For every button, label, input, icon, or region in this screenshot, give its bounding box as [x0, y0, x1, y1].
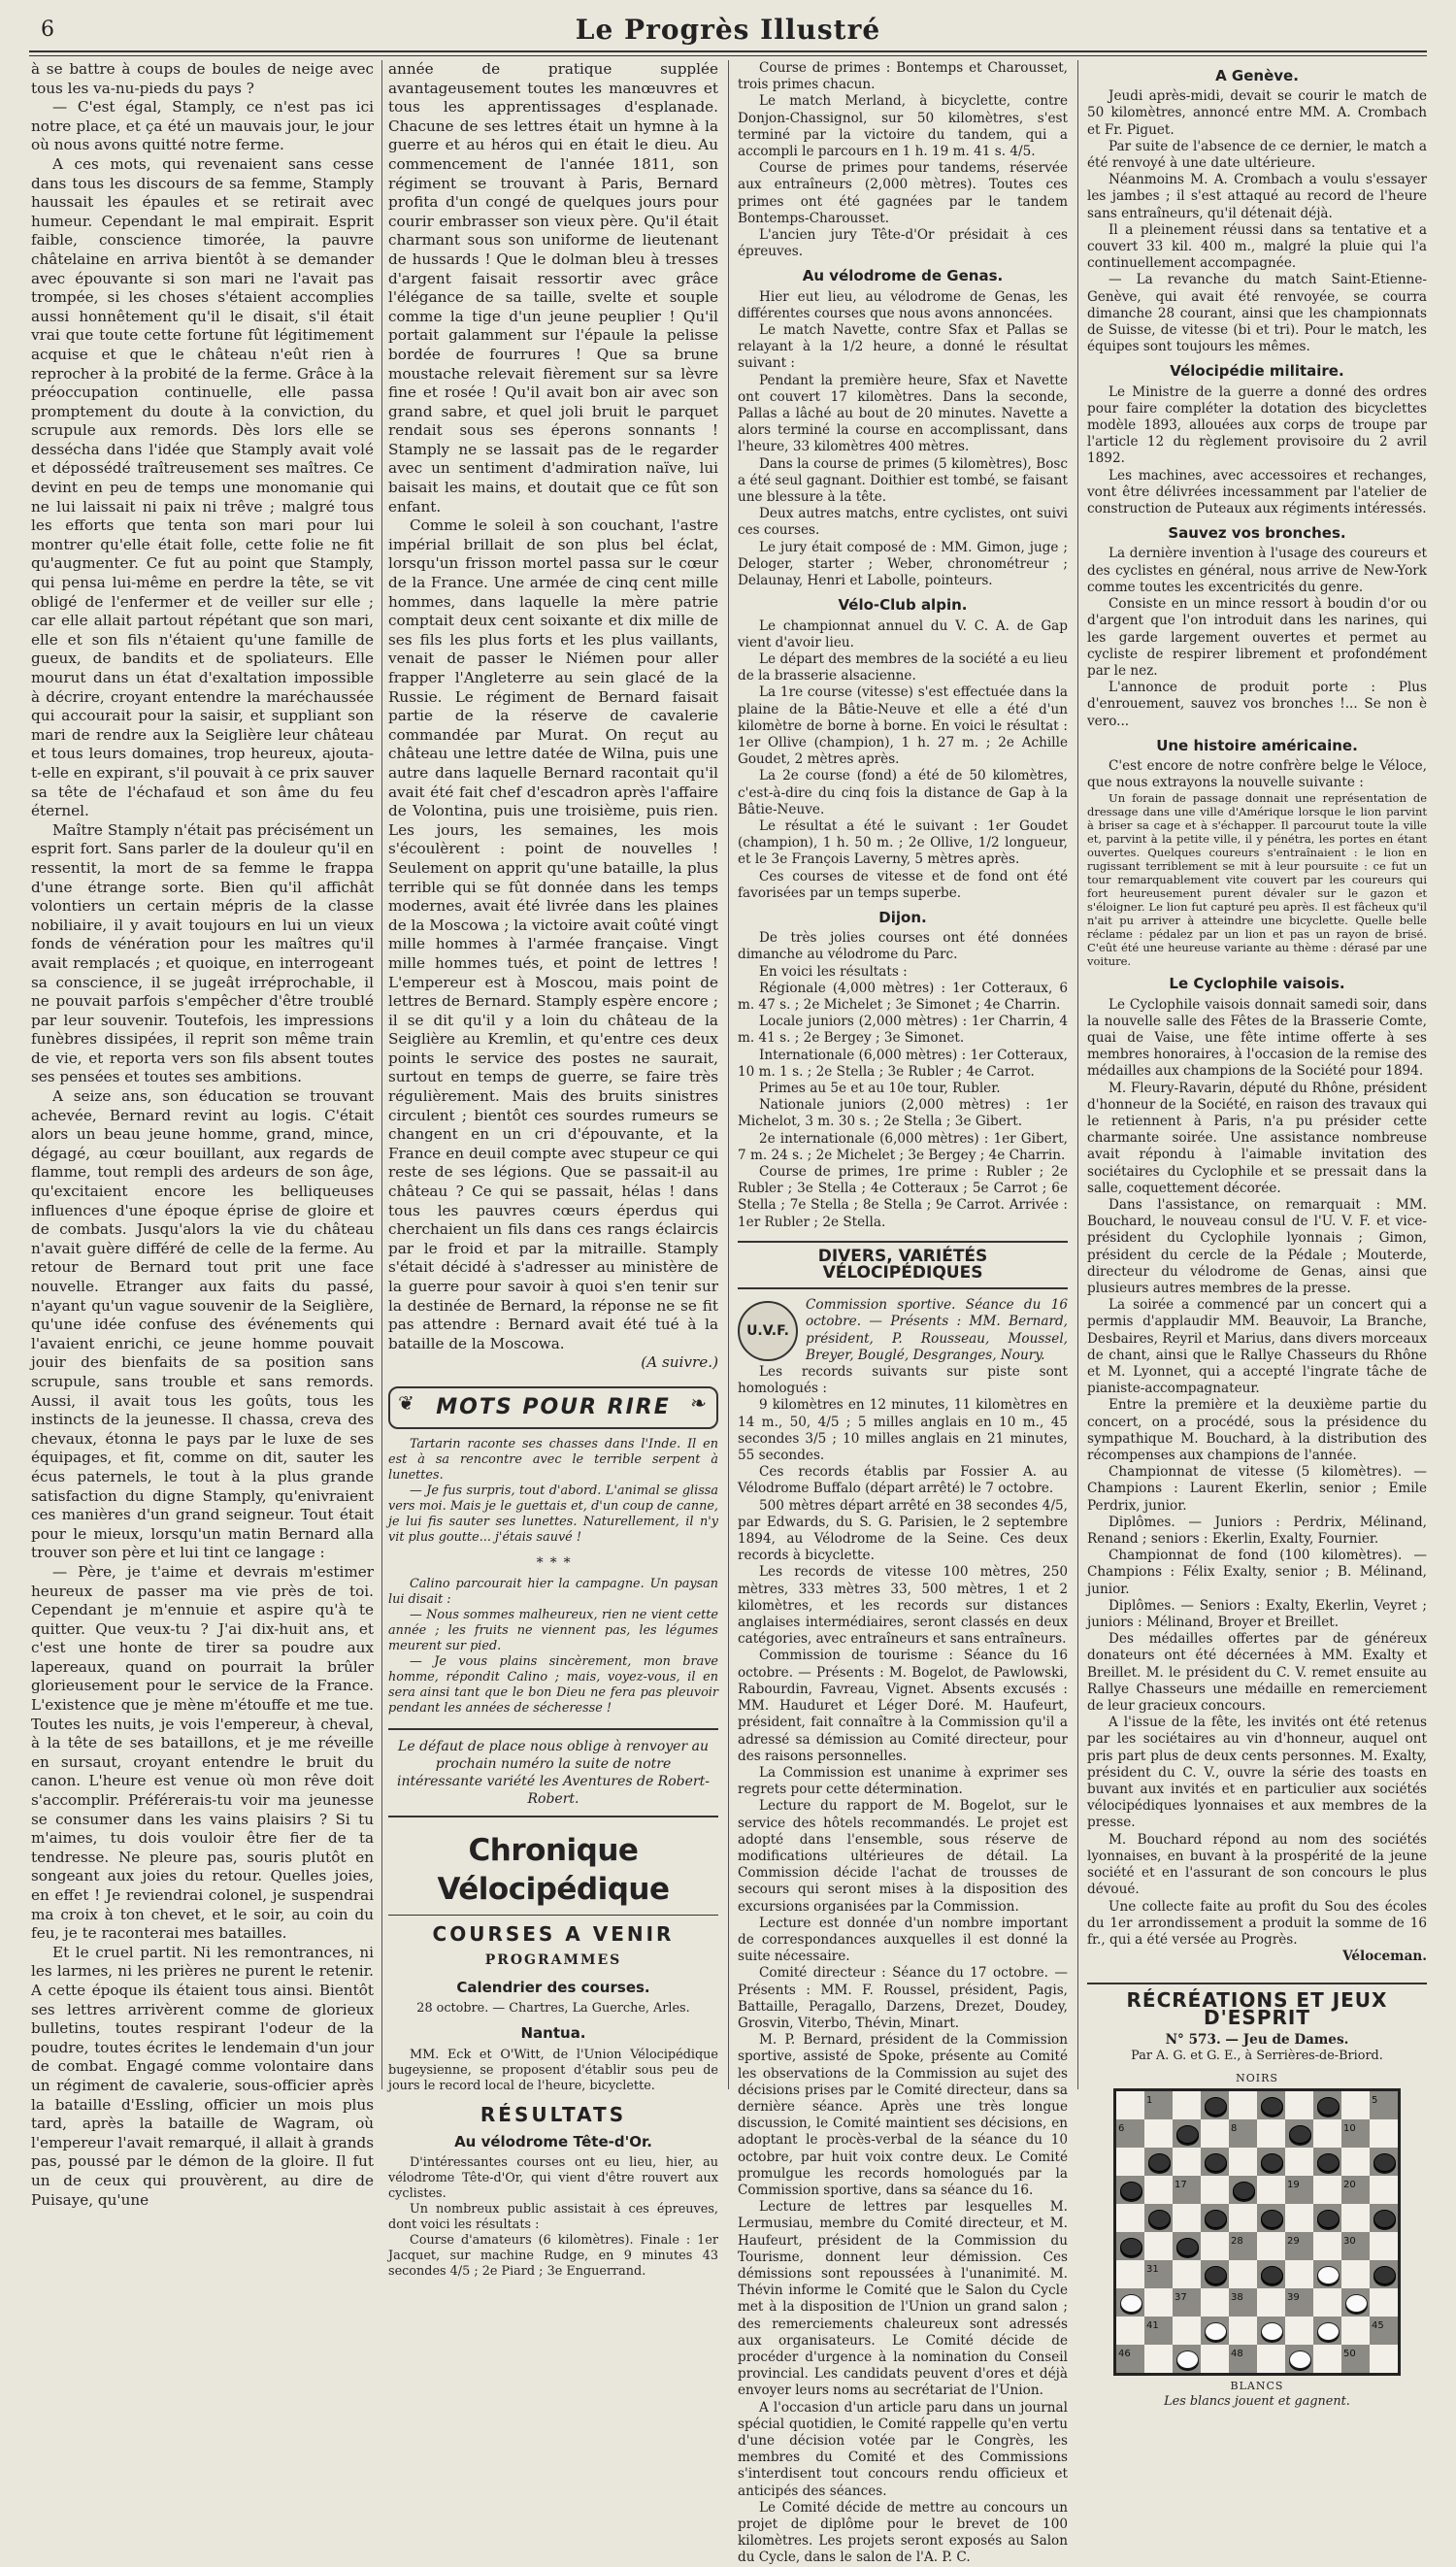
square-number: 37	[1175, 2292, 1187, 2304]
uvf-logo: U.V.F.	[738, 1301, 798, 1361]
square-number: 38	[1231, 2292, 1243, 2304]
square-number: 28	[1231, 2236, 1243, 2248]
signature: Véloceman.	[1342, 1949, 1427, 1965]
black-piece	[1176, 2125, 1199, 2144]
board-square-dark	[1144, 2091, 1173, 2119]
masthead-rule	[29, 55, 1427, 56]
results-paragraph: L'ancien jury Tête-d'Or présidait à ces épreuves.	[738, 227, 1068, 260]
square-number: 41	[1146, 2320, 1159, 2332]
results-paragraph: 2e internationale (6,000 mètres) : 1er Gibert, 7 m. 24 s. ; 2e Michelet ; 3e Bergey ; 4e Charrin.	[738, 1130, 1068, 1163]
results-paragraph: La 2e course (fond) a été de 50 kilomètres, c'est-à-dire du cinq fois la distance de Gap à la Bâtie-Neuve.	[738, 768, 1068, 817]
black-piece	[1205, 2097, 1227, 2116]
black-piece	[1317, 2210, 1340, 2228]
joke-paragraph: Calino parcourait hier la campagne. Un paysan lui disait :	[388, 1576, 718, 1607]
mots-pour-rire-banner	[388, 1386, 718, 1429]
results-paragraph: Le match Navette, contre Sfax et Pallas se relayant à la 1/2 heure, a donné le résultat suivant :	[738, 322, 1068, 372]
results-paragraph: Deux autres matchs, entre cyclistes, ont suivi ces courses.	[738, 506, 1068, 539]
results-paragraph: Nationale juniors (2,000 mètres) : 1er Michelot, 3 m. 30 s. ; 2e Stella ; 3e Gibert.	[738, 1097, 1068, 1130]
news-paragraph: Dans l'assistance, on remarquait : MM. Bouchard, le nouveau consul de l'U. V. F. et vice-président du Cyclophile lyonnais ; Gimon, président du cercle de la Pédale ; Mouterde, directeur du vélodrome de Genas, ainsi que plusieurs autres membres de la presse.	[1087, 1196, 1427, 1296]
board-square-light	[1313, 2232, 1341, 2260]
news-paragraph: Championnat de fond (100 kilomètres). — Champions : Félix Exalty, senior ; B. Mélinand, junior.	[1087, 1548, 1427, 1597]
results-paragraph: Le championnat annuel du V. C. A. de Gap vient d'avoir lieu.	[738, 617, 1068, 650]
news-paragraph: Les machines, avec accessoires et rechanges, vont être délivrées incessamment par l'atelier de construction de Puteaux aux régiments intéressés.	[1087, 467, 1427, 517]
board-square-light	[1370, 2288, 1398, 2317]
column-feuilleton	[31, 60, 374, 2209]
news-paragraph: Entre la première et la deuxième partie du concert, on a procédé, sous la présidence du sympathique M. Bouchard, à la distribution des récompenses aux champions de l'année.	[1087, 1397, 1427, 1464]
results-paragraph: Le jury était composé de : MM. Gimon, juge ; Deloger, starter ; Weber, chronométreur ; Delaunay, Henri et Labolle, pointeurs.	[738, 539, 1068, 589]
results-paragraph: Un nombreux public assistait à ces épreuves, dont voici les résultats :	[388, 2202, 718, 2233]
results-paragraph: Course de primes, 1re prime : Rubler ; 2e Rubler ; 3e Stella ; 4e Cotteraux ; 5e Carrot ; 6e Stella ; 7e Stella ; 8e Stella ; 9e Carrot. Arrivée : 1er Rubler ; 2e Stella.	[738, 1164, 1068, 1230]
news-paragraph: Diplômes. — Seniors : Exalty, Ekerlin, Veyret ; juniors : Mélinand, Broyer et Breillet.	[1087, 1597, 1427, 1631]
results-paragraph: D'intéressantes courses ont eu lieu, hier, au vélodrome Tête-d'Or, qui vient d'être rouvert aux cyclistes.	[388, 2155, 718, 2202]
column-divider	[728, 60, 729, 2089]
board-square-dark	[1116, 2232, 1144, 2260]
black-piece	[1289, 2125, 1311, 2144]
mots-pour-rire-title: MOTS POUR RIRE	[436, 1395, 671, 1420]
square-number: 1	[1146, 2095, 1153, 2107]
genas-heading: Au vélodrome de Genas.	[802, 267, 1004, 285]
black-piece	[1205, 2153, 1227, 2172]
board-square-dark	[1313, 2204, 1341, 2232]
news-paragraph: L'annonce de produit porte : Plus d'enrouement, sauvez vos bronches !... Se non è vero...	[1087, 680, 1427, 729]
resultats-heading: RÉSULTATS	[480, 2102, 627, 2126]
board-square-dark	[1285, 2345, 1313, 2373]
calendrier-heading: Calendrier des courses.	[456, 1978, 650, 1996]
joke-paragraph: — Nous sommes malheureux, rien ne vient cette année ; les fruits ne viennent pas, les légumes meurent sur pied.	[388, 1607, 718, 1653]
board-square-light	[1116, 2317, 1144, 2345]
news-paragraph: La dernière invention à l'usage des coureurs et des cyclistes en général, nous arrive de New-York comme toutes les excentricités du genre.	[1087, 546, 1427, 595]
square-number: 19	[1287, 2180, 1300, 2191]
news-paragraph: La soirée a commencé par un concert qui a permis d'applaudir MM. Beauvoir, La Branche, Desbaires, Reyril et Marius, dans divers morceaux de chant, ainsi que le Rallye Chasseurs du Rhône et M. Lyonnet, qui a accepté l'ingrate tâche de pianiste-accompagnateur.	[1087, 1297, 1427, 1397]
board-square-dark	[1229, 2345, 1257, 2373]
board-square-dark	[1173, 2232, 1201, 2260]
board-square-dark	[1173, 2288, 1201, 2317]
puzzle-caption: Les blancs jouent et gagnent.	[1164, 2394, 1350, 2410]
board-square-light	[1370, 2176, 1398, 2204]
square-number: 17	[1175, 2180, 1187, 2191]
black-piece	[1261, 2097, 1283, 2116]
board-square-dark	[1201, 2091, 1229, 2119]
board-square-dark	[1116, 2288, 1144, 2317]
board-square-light	[1229, 2260, 1257, 2288]
board-square-light	[1285, 2260, 1313, 2288]
board-square-light	[1144, 2119, 1173, 2148]
story-paragraph: A seize ans, son éducation se trouvant achevée, Bernard revint au logis. C'était alors un beau jeune homme, grand, mince, dégagé, au cœur bouillant, aux regards de flamme, tout rempli des ardeurs de son âge, qu'excitaient encore les belliqueuses influences d'une époque éprise de gloire et de combats. Jusqu'alors la vie du château n'avait guère différé de celle de la ferme. Au retour de Bernard tout prit une face nouvelle. Etranger aux faits du passé, n'ayant qu'un vague souvenir de la Seiglière, qu'une idée confuse des événements qui l'avaient enrichi, ce jeune homme pouvait jouir des bienfaits de sa position sans scrupule, sans trouble et sans remords. Aussi, il avait tous les goûts, tous les instincts de la jeunesse. Il chassa, creva des chevaux, étonna le pays par le luxe de ses équipages, et fit, comme on dit, sauter les écus paternels, le tout à la plus grande satisfaction du digne Stamply, qu'enivraient ces manières d'un grand seigneur. Tout était pour le mieux, lorsqu'un matin Bernard alla trouver son père et lui tint ce langage :	[31, 1087, 374, 1562]
news-paragraph: C'est encore de notre confrère belge le Véloce, que nous extrayons la nouvelle suivante :	[1087, 757, 1427, 791]
board-square-light	[1144, 2288, 1173, 2317]
board-square-light	[1341, 2148, 1370, 2176]
news-paragraph: Un forain de passage donnait une représentation de dressage dans une ville d'Amérique lorsque le lion parvint à briser sa cage et à s'échapper. Il parcourut toute la ville et, parvint à la petite ville, il y pénétra, les portes en étant ouvertes. Quelques coureurs s'entraînaient : le lion en rugissant terriblement se mit à leur poursuite : ce fut un tour remarquablement vite couvert par les coureurs qui fort heureusement purent dévaler sur le gazon et s'éloigner. Le lion fut capturé peu après. Il est fâcheux qu'il n'ait pu arriver à atteindre une bicyclette. Quelle belle réclame : pédalez par un lion et pas un rayon de brisé. C'eût été une heureuse variante au thème : dérasé par une voiture.	[1087, 791, 1427, 969]
board-square-dark	[1116, 2345, 1144, 2373]
board-square-dark	[1201, 2204, 1229, 2232]
uvf-section	[738, 1297, 1068, 1364]
board-square-dark	[1201, 2317, 1229, 2345]
news-paragraph: Une collecte faite au profit du Sou des écoles du 1er arrondissement a produit la somme de 16 fr., qui a été versée au Progrès.	[1087, 1898, 1427, 1948]
board-square-light	[1370, 2119, 1398, 2148]
story-paragraph: année de pratique supplée avantageusement toutes les manœuvres et tous les apprentissages d'esplanade. Chacune de ses lettres était un hymne à la guerre et au héros qui en était le dieu. Au commencement de l'année 1811, son régiment se trouvant à Paris, Bernard profita d'un congé de quelques jours pour courir embrasser son vieux père. Qu'il était charmant sous son uniforme de lieutenant de hussards ! Que le dolman bleu à tresses d'argent faisait ressortir avec grâce l'élégance de sa taille, svelte et souple comme la tige d'un jeune peuplier ! Qu'il portait galamment sur l'épaule la pelisse bordée de fourrures ! Que sa brune moustache relevait fièrement sur sa lèvre fine et rosée ! Qu'il avait bon air avec son grand sabre, et quel joli bruit le parquet rendait sous ses éperons sonnants ! Stamply ne se lassait pas de le regarder avec un sentiment d'admiration naïve, lui baisait les mains, et doutait que ce fût son enfant.	[388, 60, 718, 516]
white-piece	[1261, 2322, 1283, 2341]
board-square-dark	[1341, 2119, 1370, 2148]
board-square-dark	[1341, 2176, 1370, 2204]
black-piece	[1233, 2182, 1255, 2200]
divers-paragraph: 9 kilomètres en 12 minutes, 11 kilomètres en 14 m., 50, 4/5 ; 5 milles anglais en 10 m., 45 secondes 3/5 ; 10 milles anglais en 21 minutes, 55 secondes.	[738, 1397, 1068, 1464]
column-divider	[1077, 60, 1078, 2089]
board-square-light	[1173, 2317, 1201, 2345]
divers-paragraph: Lecture de lettres par lesquelles M. Lermusiau, membre du Comité directeur, et M. Haufeurt, président de la Commission du Tourisme, donnent leur démission. Ces démissions sont repoussées à l'unanimité. M. Thévin informe le Comité que le Salon du Cycle met à la disposition de l'Union un grand salon ; des remerciements chaleureux sont adressés aux organisateurs. Le Comité décide de procéder d'urgence à la nomination du Conseil provincial. Les candidats peuvent d'ores et déjà envoyer leurs noms au secrétariat de l'Union.	[738, 2199, 1068, 2399]
white-piece	[1345, 2294, 1368, 2313]
board-square-dark	[1285, 2176, 1313, 2204]
square-number: 5	[1372, 2095, 1378, 2107]
board-square-light	[1285, 2204, 1313, 2232]
board-square-dark	[1144, 2260, 1173, 2288]
results-paragraph: La 1re course (vitesse) s'est effectuée dans la plaine de la Bâtie-Neuve et elle a été d'un kilomètre de borne à borne. En voici le résultat : 1er Ollive (champion), 1 h. 27 m. ; 2e Achille Goudet, 2 mètres après.	[738, 684, 1068, 768]
square-number: 48	[1231, 2349, 1243, 2360]
news-paragraph: Il a pleinement réussi dans sa tentative et a couvert 33 kil. 400 m., malgré la pluie qui l'a continuellement accompagnée.	[1087, 221, 1427, 272]
results-paragraph: Le résultat a été le suivant : 1er Goudet (champion), 1 h. 50 m. ; 2e Ollive, 1/2 longueur, et le 3e François Laverny, 5 mètres après.	[738, 817, 1068, 868]
board-square-light	[1257, 2176, 1285, 2204]
board-square-dark	[1201, 2260, 1229, 2288]
column-divider	[381, 60, 382, 2089]
tete-dor-heading: Au vélodrome Tête-d'Or.	[454, 2132, 652, 2150]
board-square-dark	[1257, 2204, 1285, 2232]
board-square-light	[1370, 2345, 1398, 2373]
story-paragraph: Maître Stamply n'était pas précisément un esprit fort. Sans parler de la douleur qu'il en ressentit, la mort de sa femme le frappa d'une étrange sorte. Bien qu'il affichât volontiers un certain mépris de la classe nobiliaire, il y avait toujours en lui un vieux fonds de vénération pour les maîtres qu'il avait remplacés ; et quoique, en interrogeant sa conscience, il se jugeât irréprochable, il ne pouvait parfois s'empêcher d'être troublé par leur souvenir. Toutefois, les impressions funèbres dissipées, il reprit son même train de vie, et reporta vers son fils absent toutes ses pensées et toutes ses ambitions.	[31, 820, 374, 1086]
black-piece	[1373, 2210, 1396, 2228]
board-square-dark	[1313, 2091, 1341, 2119]
black-piece	[1373, 2153, 1396, 2172]
black-piece	[1120, 2182, 1142, 2200]
board-square-light	[1201, 2119, 1229, 2148]
results-paragraph: Le match Merland, à bicyclette, contre Donjon-Chassignol, sur 50 kilomètres, s'est terminé par la victoire du tandem, qui a accompli le parcours en 1 h. 19 m. 41 s. 4/5.	[738, 93, 1068, 160]
divers-varietes-heading: DIVERS, VARIÉTÉS VÉLOCIPÉDIQUES	[738, 1241, 1068, 1289]
results-paragraph: Course de primes : Bontemps et Charousset, trois primes chacun.	[738, 60, 1068, 93]
board-square-dark	[1341, 2288, 1370, 2317]
square-number: 50	[1343, 2349, 1356, 2360]
board-square-dark	[1257, 2148, 1285, 2176]
news-paragraph: Diplômes. — Juniors : Perdrix, Mélinand, Renand ; seniors : Ekerlin, Exalty, Fournier.	[1087, 1514, 1427, 1548]
board-square-light	[1341, 2091, 1370, 2119]
board-square-light	[1116, 2260, 1144, 2288]
board-square-light	[1201, 2288, 1229, 2317]
column-three	[738, 60, 1068, 2566]
geneve-heading: A Genève.	[1215, 67, 1299, 84]
board-square-light	[1116, 2091, 1144, 2119]
black-piece	[1205, 2210, 1227, 2228]
board-square-light	[1201, 2232, 1229, 2260]
divers-paragraph: Commission sportive. Séance du 16 octobre. — Présents : MM. Bernard, président, P. Rousseau, Moussel, Breyer, Bouglé, Desgranges, Noury.	[806, 1297, 1068, 1363]
square-number: 39	[1287, 2292, 1300, 2304]
board-square-dark	[1370, 2204, 1398, 2232]
black-piece	[1148, 2153, 1171, 2172]
board-square-dark	[1257, 2260, 1285, 2288]
board-square-light	[1116, 2148, 1144, 2176]
black-piece	[1261, 2266, 1283, 2284]
black-piece	[1317, 2097, 1340, 2116]
black-piece	[1261, 2210, 1283, 2228]
nantua-text: MM. Eck et O'Witt, de l'Union Vélocipédique bugeysienne, se proposent d'établir sous peu de jours le record local de l'heure, bicyclette.	[388, 2047, 718, 2093]
news-paragraph: A l'issue de la fête, les invités ont été retenus par les sociétaires au vin d'honneur, auquel ont pris part plus de deux cents personnes. M. Exalty, président du C. V., ouvre la série des toasts en buvant aux invités et en particulier aux sociétés vélocipédiques lyonnaises et aux membres de la presse.	[1087, 1715, 1427, 1831]
board-square-light	[1257, 2119, 1285, 2148]
chronique-velocipedique-title: Chronique Vélocipédique	[388, 1831, 718, 1916]
black-piece	[1148, 2210, 1171, 2228]
news-paragraph: Le Cyclophile vaisois donnait samedi soir, dans la nouvelle salle des Fêtes de la Brasserie Comte, quai de Vaise, une fête intime offerte à ses membres honoraires, à l'occasion de la remise des médailles aux champions de la Société pour 1894.	[1087, 996, 1427, 1080]
board-square-dark	[1370, 2317, 1398, 2345]
joke-paragraph: — Je fus surpris, tout d'abord. L'animal se glissa vers moi. Mais je le guettais et, d'un coup de canne, je lui fis sauter ses lunettes. Naturellement, il n'y vit plus goutte... j'étais sauvé !	[388, 1483, 718, 1545]
ornament-icon: ❧	[690, 1390, 709, 1415]
news-paragraph: Le Ministre de la guerre a donné des ordres pour faire compléter la dotation des bicyclettes modèle 1893, allouées aux corps de troupe par l'article 12 du règlement provisoire du 2 avril 1892.	[1087, 383, 1427, 467]
white-piece	[1317, 2322, 1340, 2341]
board-square-light	[1285, 2091, 1313, 2119]
board-square-light	[1285, 2317, 1313, 2345]
board-square-dark	[1229, 2288, 1257, 2317]
results-paragraph: Course d'amateurs (6 kilomètres). Finale : 1er Jacquet, sur machine Rudge, en 9 minutes 43 secondes 4/5 ; 2e Piard ; 3e Enguerrand.	[388, 2233, 718, 2280]
board-square-light	[1313, 2288, 1341, 2317]
board-square-light	[1173, 2260, 1201, 2288]
white-piece	[1205, 2322, 1227, 2341]
histoire-americaine-heading: Une histoire américaine.	[1156, 736, 1358, 754]
divers-paragraph: A l'occasion d'un article paru dans un journal spécial quotidien, le Comité rappelle qu'en vertu d'une décision votée par le Congrès, les membres du Comité et des Commissions s'interdisent tout concours rendu officieux et anticipés des séances.	[738, 2399, 1068, 2499]
results-paragraph: Pendant la première heure, Sfax et Navette ont couvert 17 kilomètres. Dans la seconde, Pallas a lâché au bout de 20 minutes. Navette a alors terminé la course en accomplissant, dans l'heure, 33 kilomètres 400 mètres.	[738, 372, 1068, 455]
square-number: 31	[1146, 2264, 1159, 2276]
board-square-light	[1229, 2091, 1257, 2119]
board-square-light	[1173, 2148, 1201, 2176]
jeu-author: Par A. G. et G. E., à Serrières-de-Briord.	[1131, 2048, 1383, 2063]
results-paragraph: Course de primes pour tandems, réservée aux entraîneurs (2,000 mètres). Toutes ces primes ont été gagnées par le tandem Bontemps-Charousset.	[738, 160, 1068, 226]
dijon-heading: Dijon.	[878, 908, 927, 926]
board-square-light	[1116, 2204, 1144, 2232]
news-paragraph: Néanmoins M. A. Crombach a voulu s'essayer les jambes ; il s'est attaqué au record de l'heure sans entraîneurs, qu'il détenait déjà.	[1087, 172, 1427, 221]
board-square-light	[1257, 2232, 1285, 2260]
board-square-dark	[1116, 2119, 1144, 2148]
board-square-light	[1341, 2204, 1370, 2232]
divers-paragraph: Lecture du rapport de M. Bogelot, sur le service des hôtels recommandés. Le projet est adopté dans l'ensemble, sous réserve de modifications ultérieures de détail. La Commission décide l'achat de trousses de secours qui seront mises à la disposition des excursions organisées par la Commission.	[738, 1798, 1068, 1915]
board-square-dark	[1229, 2232, 1257, 2260]
board-square-light	[1257, 2288, 1285, 2317]
joke-paragraph: — Je vous plains sincèrement, mon brave homme, répondit Calino ; mais, voyez-vous, il en sera ainsi tant que le bon Dieu ne fera pas pleuvoir pendant les années de sécheresse !	[388, 1653, 718, 1716]
page-number: 6	[41, 17, 54, 42]
white-piece	[1317, 2266, 1340, 2284]
story-paragraph: — Père, je t'aime et devrais m'estimer heureux de passer ma vie près de toi. Cependant je m'ennuie et aspire qu'à te quitter. Que veux-tu ? J'ai dix-huit ans, et c'est une honte de tirer sa poudre aux lapereaux, quand on pourrait la brûler glorieusement pour le service de la France. L'existence que je mène m'étouffe et me tue. Toutes les nuits, je vois l'empereur, à cheval, à la tête de ses bataillons, et je me réveille en sursaut, croyant entendre le bruit du canon. L'heure est venue où mon rêve doit s'accomplir. Préférerais-tu voir ma jeunesse se consumer dans les vains plaisirs ? Si tu m'aimes, tu dois vouloir être fier de ta tendresse. Ne pleure pas, souris plutôt en songeant aux joies du retour. Quelles joies, en effet ! Je reviendrai colonel, je suspendrai ma croix à ton chevet, et le soir, au coin du feu, je te raconterai mes batailles.	[31, 1562, 374, 1943]
black-piece	[1205, 2266, 1227, 2284]
board-square-dark	[1173, 2345, 1201, 2373]
black-piece	[1317, 2153, 1340, 2172]
board-square-dark	[1370, 2091, 1398, 2119]
results-paragraph: Régionale (4,000 mètres) : 1er Cotteraux, 6 m. 47 s. ; 2e Michelet ; 3e Simonet ; 4e Charrin.	[738, 980, 1068, 1013]
story-paragraph: à se battre à coups de boules de neige avec tous les va-nu-pieds du pays ?	[31, 60, 374, 97]
joke-paragraph: Tartarin raconte ses chasses dans l'Inde. Il en est à sa rencontre avec le terrible serpent à lunettes.	[388, 1436, 718, 1483]
divers-paragraph: Les records suivants sur piste sont homologués :	[738, 1364, 1068, 1397]
board-square-dark	[1285, 2232, 1313, 2260]
divers-paragraph: Ces records établis par Fossier A. au Vélodrome Buffalo (départ arrêté) le 7 octobre.	[738, 1464, 1068, 1497]
board-square-dark	[1370, 2148, 1398, 2176]
results-paragraph: Ces courses de vitesse et de fond ont été favorisées par un temps superbe.	[738, 868, 1068, 901]
board-square-light	[1313, 2119, 1341, 2148]
courses-a-venir-heading: COURSES A VENIR	[432, 1921, 675, 1946]
board-square-dark	[1173, 2176, 1201, 2204]
results-paragraph: Dans la course de primes (5 kilomètres), Bosc a été seul gagnant. Doithier est tombé, se faisant une blessure à la tête.	[738, 455, 1068, 506]
board-square-light	[1173, 2204, 1201, 2232]
column-two	[388, 60, 718, 2280]
results-paragraph: Le départ des membres de la société a eu lieu de la brasserie alsacienne.	[738, 650, 1068, 684]
results-paragraph: Internationale (6,000 mètres) : 1er Cotteraux, 10 m. 1 s. ; 2e Stella ; 3e Rubler ; 4e Carrot.	[738, 1047, 1068, 1080]
news-paragraph: Championnat de vitesse (5 kilomètres). — Champions : Laurent Ekerlin, senior ; Emile Perdrix, junior.	[1087, 1464, 1427, 1514]
news-paragraph: — La revanche du match Saint-Etienne-Genève, qui avait été renvoyée, se courra dimanche 28 courant, ainsi que les championnats de Suisse, de vitesse (bi et tri). Pour le match, les équipes sont toujours les mêmes.	[1087, 272, 1427, 355]
story-paragraph: — C'est égal, Stamply, ce n'est pas ici notre place, et ça été un mauvais jour, le jour où nous avons quitté notre ferme.	[31, 98, 374, 154]
divers-paragraph: M. P. Bernard, président de la Commission sportive, assisté de Spoke, présente au Comité les observations de la Commission au sujet des décisions prises par le Comité directeur, dans sa dernière séance. Après une très longue discussion, le Comité maintient ses décisions, en adoptant le procès-verbal de la séance du 10 octobre, par huit voix contre deux. Le Comité promulgue les records homologués par la Commission sportive, dans sa séance du 16.	[738, 2032, 1068, 2198]
nantua-heading: Nantua.	[520, 2024, 586, 2043]
story-paragraph: Et le cruel partit. Ni les remontrances, ni les larmes, ni les prières ne purent le retenir. A cette époque ils étaient tous ainsi. Bientôt ses lettres arrivèrent comme de glorieux bulletins, toutes respirant l'odeur de la poudre, toutes écrites le lendemain d'un jour de combat. Engagé comme volontaire dans un régiment de cavalerie, sous-officier après la bataille d'Essling, officier un mois plus tard, après la bataille de Wagram, où l'empereur l'avait remarqué, il allait à grands pas, poussé par le démon de la gloire. Il fut un de ceux qui prouvèrent, au dire de Puisaye, qu'une	[31, 1943, 374, 2209]
results-paragraph: De très jolies courses ont été données dimanche au vélodrome du Parc.	[738, 930, 1068, 963]
results-paragraph: En voici les résultats :	[759, 963, 908, 980]
news-paragraph: M. Bouchard répond au nom des sociétés lyonnaises, en buvant à la prospérité de la jeune société et en l'assurant de son concours le plus dévoué.	[1087, 1831, 1427, 1898]
velo-club-alpin-heading: Vélo-Club alpin.	[838, 596, 968, 615]
board-square-dark	[1201, 2148, 1229, 2176]
white-piece	[1120, 2294, 1142, 2313]
board-square-light	[1201, 2345, 1229, 2373]
divers-paragraph: Commission de tourisme : Séance du 16 octobre. — Présents : M. Bogelot, de Pawlowski, Rabourdin, Favreau, Vignet. Absents excusés : MM. Hauduret et Léger Doré. M. Haufeurt, président, fait connaître à la Commission qu'il a adressé sa démission au Comité directeur, pour des raisons personnelles.	[738, 1648, 1068, 1764]
board-square-dark	[1257, 2317, 1285, 2345]
board-square-light	[1229, 2204, 1257, 2232]
board-square-light	[1313, 2345, 1341, 2373]
noirs-label: NOIRS	[1236, 2071, 1278, 2084]
to-be-continued: (A suivre.)	[641, 1353, 718, 1372]
board-square-dark	[1313, 2260, 1341, 2288]
board-square-light	[1313, 2176, 1341, 2204]
board-square-dark	[1144, 2148, 1173, 2176]
cyclophile-vaisois-heading: Le Cyclophile vaisois.	[1169, 975, 1345, 993]
board-square-dark	[1341, 2232, 1370, 2260]
board-square-dark	[1257, 2091, 1285, 2119]
board-square-light	[1144, 2232, 1173, 2260]
square-number: 29	[1287, 2236, 1300, 2248]
news-paragraph: M. Fleury-Ravarin, député du Rhône, président d'honneur de la Société, en raison des travaux qui le retiennent à Paris, n'a pu présider cette charmante soirée. Une assistance nombreuse avait répondu à l'aimable invitation des sociétaires du Cyclophile et se pressait dans la salle, coquettement décorée.	[1087, 1080, 1427, 1196]
black-piece	[1176, 2238, 1199, 2256]
board-square-light	[1144, 2176, 1173, 2204]
board-square-dark	[1313, 2317, 1341, 2345]
board-square-light	[1229, 2148, 1257, 2176]
board-square-light	[1257, 2345, 1285, 2373]
board-square-light	[1341, 2317, 1370, 2345]
newspaper-title: Le Progrès Illustré	[575, 14, 881, 46]
checkers-diagram	[1111, 2070, 1403, 2410]
divers-paragraph: Le Comité décide de mettre au concours un projet de diplôme pour le brevet de 100 kilomètres. Les projets seront exposés au Salon du Cycle, dans le salon de l'A. P. C.	[738, 2499, 1068, 2566]
news-paragraph: Par suite de l'absence de ce dernier, le match a été renvoyé à une date ultérieure.	[1087, 138, 1427, 172]
calendrier-text: 28 octobre. — Chartres, La Guerche, Arles.	[416, 2001, 690, 2017]
black-piece	[1373, 2266, 1396, 2284]
column-four	[1087, 60, 1427, 2410]
blancs-label: BLANCS	[1230, 2380, 1284, 2393]
editorial-note: Le défaut de place nous oblige à renvoyer au prochain numéro la suite de notre intéressante variété les Aventures de Robert-Robert.	[388, 1728, 718, 1817]
story-paragraph: Comme le soleil à son couchant, l'astre impérial brillait de son plus bel éclat, lorsqu'un frisson mortel passa sur le cœur de la France. Une armée de cinq cent mille hommes, dans laquelle la mère patrie comptait deux cent soixante et dix mille de ses fils les plus forts et les plus vaillants, venait de passer le Niémen pour aller frapper l'Angleterre au sein glacé de la Russie. Le régiment de Bernard faisait partie de la réserve de cavalerie commandée par Murat. On reçut au château une lettre datée de Wilna, puis une autre dans laquelle Bernard racontait qu'il avait été fait chef d'escadron après l'affaire de Volontina, puis une troisième, puis rien. Les jours, les semaines, les mois s'écoulèrent : point de nouvelles ! Seulement on apprit qu'une bataille, la plus terrible qui se fût donnée dans les temps modernes, avait été livrée dans les plaines de la Moscowa ; la victoire avait coûté vingt mille hommes à l'armée française. Vingt mille hommes tués, et point de lettres ! L'empereur est à Moscou, mais point de lettres de Bernard. Stamply espère encore ; il se dit qu'il y a loin du château de la Seiglière au Kremlin, et qu'entre ces deux points le service des postes ne saurait, surtout en temps de guerre, se faire très régulièrement. Mais des bruits sinistres circulent ; bientôt ces sourdes rumeurs se changent en un cri d'épouvante, et la France en deuil compte avec stupeur ce qui reste de ses légions. Que se passait-il au château ? Ce qui se passait, hélas ! dans tous les pauvres cœurs éperdus qui cherchaient un fils dans ces rangs éclaircis par le froid et par la mitraille. Stamply s'était décidé à s'adresser au ministère de la guerre pour savoir à quoi s'en tenir sur la destinée de Bernard, la réponse ne se fit pas attendre : Bernard avait été tué à la bataille de la Moscowa.	[388, 517, 718, 1352]
black-piece	[1120, 2238, 1142, 2256]
news-paragraph: Jeudi après-midi, devait se courir le match de 50 kilomètres, annoncé entre MM. A. Crombach et Fr. Piguet.	[1087, 88, 1427, 138]
asterism: ∗ ∗ ∗	[535, 1551, 572, 1568]
jeu-de-dames-title: N° 573. — Jeu de Dames.	[1165, 2031, 1349, 2048]
board-square-dark	[1285, 2119, 1313, 2148]
velocipedie-militaire-heading: Vélocipédie militaire.	[1170, 362, 1344, 381]
results-paragraph: Locale juniors (2,000 mètres) : 1er Charrin, 4 m. 41 s. ; 2e Bergey ; 3e Simonet.	[738, 1014, 1068, 1047]
black-piece	[1261, 2153, 1283, 2172]
ornament-icon: ❦	[398, 1390, 416, 1415]
board-square-light	[1341, 2260, 1370, 2288]
square-number: 8	[1231, 2123, 1238, 2135]
white-piece	[1289, 2350, 1311, 2369]
board-square-dark	[1341, 2345, 1370, 2373]
board-square-light	[1201, 2176, 1229, 2204]
news-paragraph: Consiste en un mince ressort à boudin d'or ou d'argent que l'on introduit dans les narines, qui les garde largement ouvertes et permet au cycliste de respirer librement et profondément par le nez.	[1087, 596, 1427, 679]
board-square-light	[1370, 2232, 1398, 2260]
checkers-board	[1113, 2088, 1401, 2376]
story-paragraph: A ces mots, qui revenaient sans cesse dans tous les discours de sa femme, Stamply haussait les épaules et se retirait avec humeur. Cependant le mal empirait. Esprit faible, conscience timorée, la pauvre châtelaine en arriva bientôt à se demander avec épouvante si son mari ne l'avait pas trompée, si les choses s'étaient accomplies aussi honnêtement qu'il le disait, s'il était vrai que toute cette fortune fût légitimement acquise et que le château n'eût rien à reprocher à la probité de la ferme. Grâce à la préoccupation continuelle, elle passa promptement du doute à la conviction, du scrupule aux remords. Dès lors elle se dessécha dans l'idée que Stamply avait volé et dépossédé traîtreusement ses maîtres. Ce devint en peu de temps une monomanie qui ne lui laissait ni paix ni trêve ; malgré tous les efforts que tenta son mari pour lui montrer qu'elle était folle, cette folie ne fit qu'augmenter. Ce fut au point que Stamply, qui pensa lui-même en perdre la tête, se vit obligé de l'enfermer et de veiller sur elle ; car elle allait partout répétant que son mari, elle et son fils n'étaient qu'une famille de gueux, de bandits et de spoliateurs. Elle mourut dans un état d'exaltation impossible à décrire, croyant entendre la maréchaussée qui accourait pour la saisir, et suppliant son mari de rendre aux la Seiglière leur château et tous leurs domaines, trop heureux, ajouta-t-elle en expirant, s'il pouvait à ce prix sauver sa tête de l'échafaud et son âme du feu éternel.	[31, 154, 374, 820]
board-square-dark	[1144, 2204, 1173, 2232]
news-paragraph: Des médailles offertes par de généreux donateurs ont été décernées à MM. Exalty et Breillet. M. le président du C. V. remet ensuite au Rallye Chasseurs une médaille en remerciement de leur gracieux concours.	[1087, 1631, 1427, 1715]
recreations-heading: RÉCRÉATIONS ET JEUX D'ESPRIT	[1087, 1983, 1427, 2025]
results-paragraph: Hier eut lieu, au vélodrome de Genas, les différentes courses que nous avons annoncées.	[738, 288, 1068, 321]
divers-paragraph: Comité directeur : Séance du 17 octobre. — Présents : MM. F. Roussel, président, Pagis, Battaille, Peragallo, Darzens, Drezet, Doudey, Grosvin, Viterbo, Thévin, Minart.	[738, 1965, 1068, 2031]
square-number: 46	[1118, 2349, 1131, 2360]
divers-paragraph: Lecture est donnée d'un nombre important de correspondances auxquelles il est donné la suite nécessaire.	[738, 1915, 1068, 1965]
board-square-dark	[1229, 2176, 1257, 2204]
square-number: 6	[1118, 2123, 1125, 2135]
board-square-dark	[1313, 2148, 1341, 2176]
results-paragraph: Primes au 5e et au 10e tour, Rubler.	[759, 1080, 1001, 1096]
board-square-light	[1144, 2345, 1173, 2373]
board-square-light	[1285, 2148, 1313, 2176]
square-number: 20	[1343, 2180, 1356, 2191]
board-square-dark	[1370, 2260, 1398, 2288]
divers-paragraph: Les records de vitesse 100 mètres, 250 mètres, 333 mètres 33, 500 mètres, 1 et 2 kilomètres, et les records sur distances anglaises intermédiaires, seront classés en deux catégories, avec entraîneurs et sans entraîneurs.	[738, 1564, 1068, 1648]
masthead	[29, 8, 1427, 52]
divers-paragraph: 500 mètres départ arrêté en 38 secondes 4/5, par Edwards, du S. G. Parisien, le 2 septembre 1894, au Vélodrome de la Seine. Ces deux records à bicyclette.	[738, 1497, 1068, 1564]
board-square-light	[1173, 2091, 1201, 2119]
board-square-dark	[1116, 2176, 1144, 2204]
square-number: 10	[1343, 2123, 1356, 2135]
board-square-dark	[1173, 2119, 1201, 2148]
board-square-dark	[1144, 2317, 1173, 2345]
board-square-light	[1229, 2317, 1257, 2345]
sauvez-vos-bronches-heading: Sauvez vos bronches.	[1168, 524, 1346, 543]
board-square-dark	[1285, 2288, 1313, 2317]
square-number: 45	[1372, 2320, 1384, 2332]
square-number: 30	[1343, 2236, 1356, 2248]
board-square-dark	[1229, 2119, 1257, 2148]
divers-paragraph: La Commission est unanime à exprimer ses regrets pour cette détermination.	[738, 1764, 1068, 1798]
programmes-heading: PROGRAMMES	[484, 1952, 622, 1969]
white-piece	[1176, 2350, 1199, 2369]
